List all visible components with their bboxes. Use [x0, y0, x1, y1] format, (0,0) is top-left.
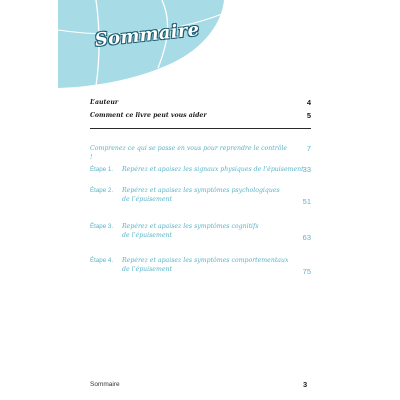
toc-step-line: [90, 186, 311, 195]
page-title: Sommaire: [93, 19, 201, 51]
toc-entry-label: L’auteur: [90, 99, 119, 106]
toc-step-line-2: de l’épuisement: [122, 266, 172, 273]
toc-entry-page: 75: [302, 267, 311, 276]
toc-entry-label: Comment ce livre peut vous aider: [90, 112, 207, 119]
toc-entry-page: 63: [302, 233, 311, 242]
footer-section-label: Sommaire: [90, 381, 120, 388]
toc-entry-label: Comprenez ce qui se passe en vous pour reprendre le contrôle !: [90, 145, 288, 161]
toc-step-prefix: Étape 4.: [90, 257, 114, 264]
toc-step-title: Repérez et apaisez les symptômes psychologiques: [122, 187, 280, 194]
toc-entry-step-2[interactable]: [90, 186, 311, 204]
toc-step-prefix: Étape 2.: [90, 187, 114, 194]
section-divider: [90, 128, 311, 129]
toc-step-line: [90, 222, 311, 231]
toc-step-line-2: de l’épuisement: [122, 196, 172, 203]
toc-entry-page: 51: [302, 197, 311, 206]
toc-step-line: [90, 165, 311, 174]
toc-step-prefix: Étape 1.: [90, 166, 114, 173]
toc-entry-page: 33: [302, 165, 311, 174]
toc-entry-how-book-helps[interactable]: [90, 111, 311, 120]
toc-entry-intro-chapter[interactable]: [90, 144, 311, 162]
toc-entry-page: 7: [306, 144, 311, 153]
toc-step-prefix: Étape 3.: [90, 223, 114, 230]
toc-entry-step-4[interactable]: [90, 256, 311, 274]
footer-page-number: 3: [303, 380, 308, 389]
toc-entry-author[interactable]: [90, 98, 311, 107]
toc-step-line-2: de l’épuisement: [122, 232, 172, 239]
toc-step-title: Repérez et apaisez les symptômes comportementaux: [122, 257, 289, 264]
toc-entry-step-3[interactable]: [90, 222, 311, 240]
toc-step-title: Repérez et apaisez les symptômes cognitifs: [122, 223, 259, 230]
toc-entry-step-1[interactable]: [90, 165, 311, 174]
toc-step-line: [90, 256, 311, 265]
toc-step-title: Repérez et apaisez les signaux physiques de l’épuisement: [122, 166, 304, 173]
toc-entry-page: 5: [306, 111, 311, 120]
toc-entry-page: 4: [306, 98, 311, 107]
